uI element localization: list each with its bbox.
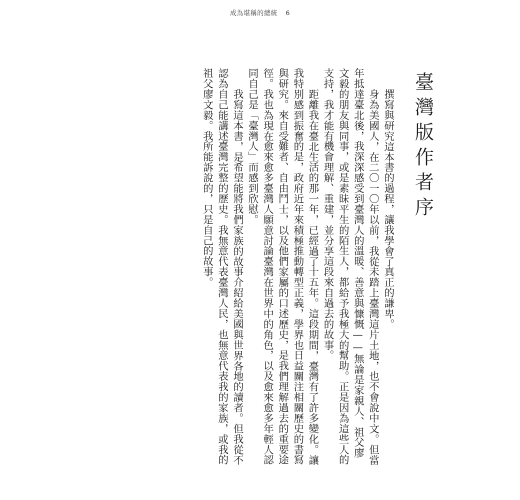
- paragraph-4: 我寫這本書，是希望能將我們家族的故事介紹給美國與世界各地的讀者。但我從不認為自己能講述臺灣完整的歷史。我無意代表臺灣人民，也無意代表我的家族，或我的祖父廖文毅。我所能訴說的，只是自己的故事。: [200, 68, 243, 466]
- paragraph-1: 撰寫與研究這本書的過程，讓我學會了真正的謙卑。: [381, 88, 394, 329]
- running-header: [0, 8, 520, 17]
- page-number: 6: [285, 8, 291, 17]
- vertical-text-block: [96, 68, 434, 468]
- paragraph-2: 身為美國人，在二〇一〇年以前，我從未踏上臺灣這片土地，也不會說中文。但當年抵達臺北後，我深深感受到臺灣人的溫暖、善意與慷慨——無論是家親人、祖父廖文毅的朋友與同事，或是素昧平生的陌生人，都給予我極大的幫助。正是因為這些人的支持，我才能有機會理解、重建，並分享這段來自過去的故事。: [321, 68, 379, 466]
- running-header-title: 成為堪稱的總統: [229, 9, 278, 17]
- paragraph-3: 距離我在臺北生活的那一年，已經過了十五年。這段期間，臺灣有了許多變化。讓我特別感到振奮的是，政府近年來積極推動轉型正義，學界也日益關注相關歷史的書寫與研究。來自受難者、自由鬥士，以及他們家屬的口述歷史，是我們理解過去的重要途徑。我也為現在愈來愈多臺灣人願意討論臺灣在世界中的角色，以及愈來愈多年輕人認同自己是「臺灣人」而感到欣慰。: [246, 68, 319, 466]
- chapter-title: 臺灣版作者序: [412, 72, 434, 222]
